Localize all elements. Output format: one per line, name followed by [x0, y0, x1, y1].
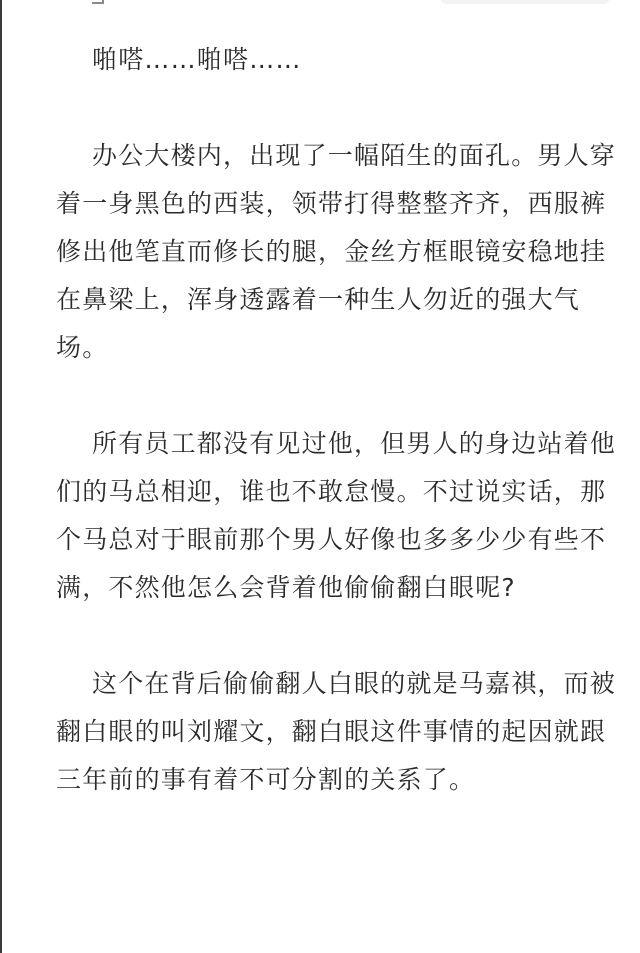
- article-body: [56, 36, 616, 804]
- cropped-top-pill: [440, 0, 610, 4]
- paragraph-4: 这个在背后偷偷翻人白眼的就是马嘉祺，而被翻白眼的叫刘耀文，翻白眼这件事情的起因就跟三年前的事有着不可分割的关系了。: [56, 669, 617, 794]
- paragraph-1: 啪嗒……啪嗒……: [92, 45, 302, 74]
- paragraph-3: 所有员工都没有见过他，但男人的身边站着他们的马总相迎，谁也不敢怠慢。不过说实话，那个马总对于眼前那个男人好像也多多少少有些不满，不然他怎么会背着他偷偷翻白眼呢?: [56, 429, 617, 602]
- left-border-line: [0, 0, 2, 953]
- cropped-top-mark: [92, 0, 104, 4]
- paragraph-2: 办公大楼内，出现了一幅陌生的面孔。男人穿着一身黑色的西装，领带打得整整齐齐，西服裤修出他笔直而修长的腿，金丝方框眼镜安稳地挂在鼻梁上，浑身透露着一种生人勿近的强大气场。: [56, 141, 617, 362]
